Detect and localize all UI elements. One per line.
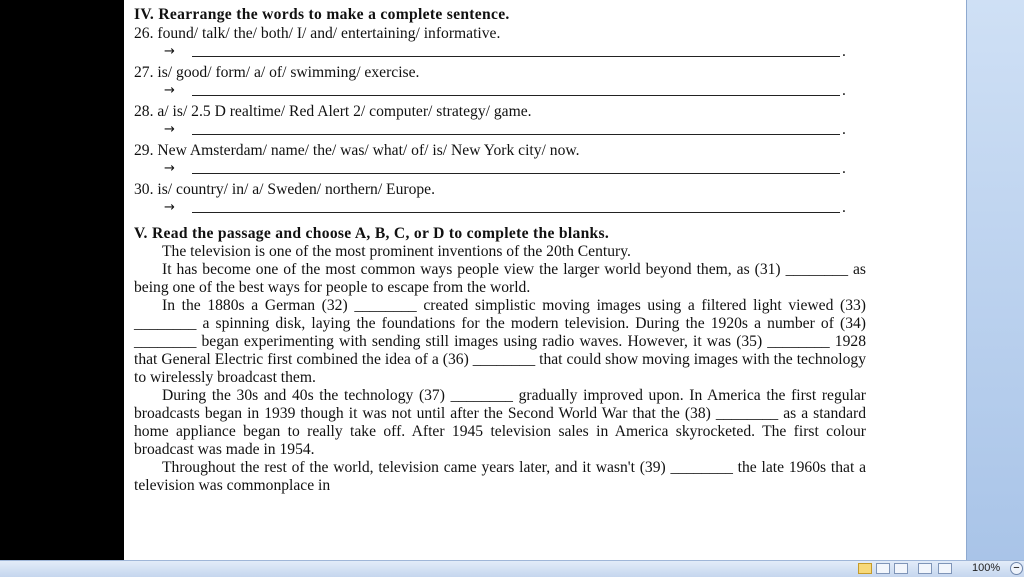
draft-view-icon[interactable] [938,563,952,574]
document-content [134,6,866,495]
workspace-background [966,0,1024,560]
outline-view-icon[interactable] [918,563,932,574]
document-page [124,0,966,560]
arrow-icon: → [164,83,175,98]
section-iv-heading: IV. Rearrange the words to make a complete sentence. [134,6,510,23]
passage-paragraph-2: It has become one of the most common ways people view the larger world beyond them, as (31) ________ as being one of the best ways for people to escape from the world. [134,261,866,296]
passage-paragraph-4: During the 30s and 40s the technology (37) ________ gradually improved upon. In America the first regular broadcasts began in 1939 though it was not until after the Second World War that the (38) ________ as a standard home appliance began to really take off. After 1945 television sales in America skyrocketed. The first colour broadcast was made in 1954. [134,387,866,458]
web-layout-view-icon[interactable] [894,563,908,574]
left-margin [0,0,124,560]
question-26: 26. found/ talk/ the/ both/ I/ and/ entertaining/ informative. [134,25,501,42]
blank-line [192,95,840,96]
blank-line [192,173,840,174]
print-layout-view-icon[interactable] [858,563,872,574]
passage-paragraph-3: In the 1880s a German (32) ________ created simplistic moving images using a filtered light viewed (33) ________ a spinning disk, laying the foundations for the modern television. During the 1920s a number of (34) ________ began experimenting with sending still images using radio waves. However, it was (35) ________ 1928 that General Electric first combined the idea of a (36) ________ that could show moving images with the technology to wirelessly broadcast them. [134,297,866,386]
answer-line-26: → . [164,43,846,60]
arrow-icon: → [164,44,175,59]
answer-line-30: → . [164,199,846,216]
section-v-heading: V. Read the passage and choose A, B, C, or D to complete the blanks. [134,225,610,242]
blank-line [192,212,840,213]
blank-line [192,56,840,57]
zoom-out-button[interactable]: − [1010,562,1023,575]
answer-line-29: → . [164,160,846,177]
answer-line-27: → . [164,82,846,99]
full-screen-reading-view-icon[interactable] [876,563,890,574]
passage-paragraph-5: Throughout the rest of the world, television came years later, and it wasn't (39) ________ the late 1960s that a television was commonplace in [134,459,866,494]
status-bar [0,560,1024,577]
answer-line-28: → . [164,121,846,138]
question-28: 28. a/ is/ 2.5 D realtime/ Red Alert 2/ computer/ strategy/ game. [134,103,532,120]
zoom-level[interactable]: 100% [972,562,1001,574]
blank-line [192,134,840,135]
passage-paragraph-1: The television is one of the most prominent inventions of the 20th Century. [162,243,631,260]
arrow-icon: → [164,161,175,176]
arrow-icon: → [164,200,175,215]
arrow-icon: → [164,122,175,137]
question-27: 27. is/ good/ form/ a/ of/ swimming/ exercise. [134,64,420,81]
question-30: 30. is/ country/ in/ a/ Sweden/ northern/ Europe. [134,181,435,198]
question-29: 29. New Amsterdam/ name/ the/ was/ what/ of/ is/ New York city/ now. [134,142,580,159]
